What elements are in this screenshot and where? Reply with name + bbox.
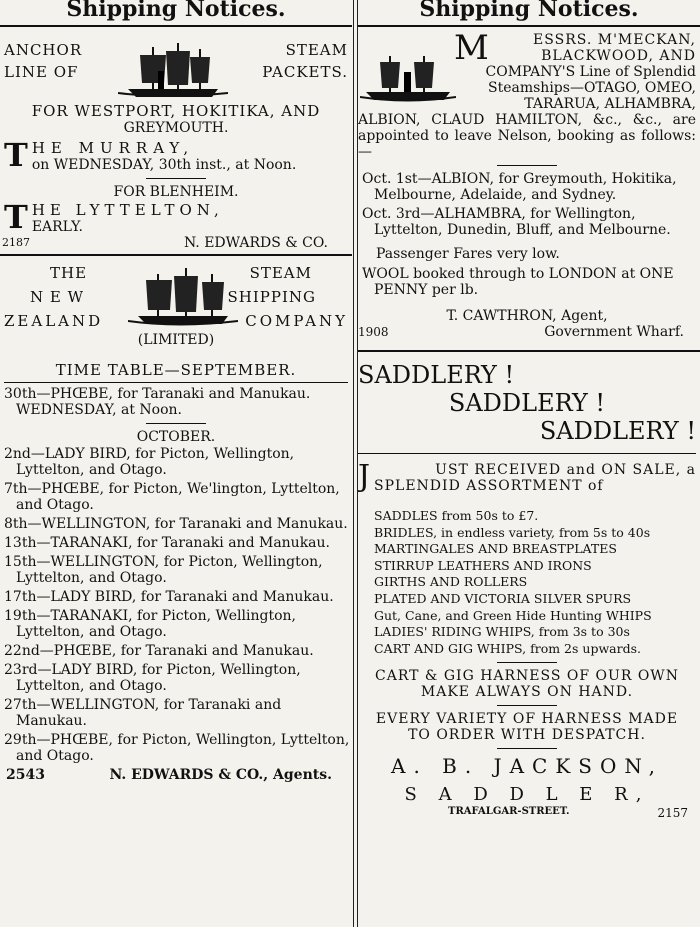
divider: [358, 25, 700, 27]
wool-notice: WOOL booked through to LONDON at ONE PENNY per lb.: [362, 266, 674, 298]
column-rule: [353, 0, 354, 927]
nz-title-3-right: COMPANY: [245, 312, 348, 330]
ad-number: 2187: [2, 236, 30, 249]
steamship-icon: [128, 266, 238, 328]
timetable-entry: 7th—PHŒBE, for Picton, We'lington, Lyttelton, and Otago.: [4, 481, 340, 513]
saddlery-ad: [358, 355, 700, 820]
nz-title-1-right: STEAM: [249, 264, 312, 282]
harness-line-1: CART & GIG HARNESS OF OUR OWN: [375, 668, 679, 685]
every-variety-line-2: TO ORDER WITH DESPATCH.: [408, 727, 646, 744]
anchor-route-2: GREYMOUTH.: [123, 120, 229, 136]
proprietor-name: A. B. JACKSON,: [391, 754, 663, 779]
harness-line-2: MAKE ALWAYS ON HAND.: [420, 684, 634, 701]
saddlery-item: BRIDLES, in endless variety, from 5s to 40s: [374, 524, 651, 540]
nz-title-2-right: SHIPPING: [227, 288, 316, 306]
divider: [4, 382, 348, 383]
nz-october: OCTOBER.: [136, 429, 216, 445]
timetable-entry: 17th—LADY BIRD, for Taranaki and Manukau.: [4, 589, 334, 605]
proprietor-trade: S A D D L E R,: [404, 784, 650, 806]
short-rule: [146, 178, 206, 179]
nz-title-2-left: N E W: [30, 288, 85, 306]
anchor-title-right-2: PACKETS.: [262, 63, 348, 81]
timetable-entry: 23rd—LADY BIRD, for Picton, Wellington, Lyttelton, and Otago.: [4, 662, 301, 694]
saddlery-intro-2: SPLENDID ASSORTMENT of: [374, 478, 604, 494]
saddlery-item: Gut, Cane, and Green Hide Hunting WHIPS: [374, 607, 652, 623]
blackwood-line-4: Steamships—OTAGO, OMEO,: [488, 80, 696, 96]
saddlery-heading-3: SADDLERY !: [539, 417, 696, 445]
drop-cap: M: [454, 32, 489, 64]
nz-limited: (LIMITED): [137, 332, 215, 348]
nz-shipping-ad: [0, 264, 352, 783]
drop-cap: J: [358, 462, 371, 494]
blackwood-line-3: COMPANY'S Line of Splendid: [485, 64, 696, 80]
saddlery-item: CART AND GIG WHIPS, from 2s upwards.: [374, 640, 641, 656]
blackwood-line-2: BLACKWOOD, AND: [541, 48, 696, 64]
anchor-route-1: FOR WESTPORT, HOKITIKA, AND: [31, 102, 321, 120]
timetable-entry: 2nd—LADY BIRD, for Picton, Wellington, Lyttelton, and Otago.: [4, 446, 295, 478]
agent: N. EDWARDS & CO., Agents.: [109, 767, 332, 783]
timetable-entry: 22nd—PHŒBE, for Taranaki and Manukau.: [4, 643, 314, 659]
blackwood-line-6: ALBION, CLAUD HAMILTON, &c., &c., are appointed to leave Nelson, booking as follows:—: [358, 112, 696, 160]
saddlery-item: SADDLES from 50s to £7.: [374, 508, 539, 523]
saddlery-item: MARTINGALES AND BREASTPLATES: [374, 541, 617, 557]
anchor-title-left-1: ANCHOR: [4, 41, 83, 59]
blackwood-line-5: TARARUA, ALHAMBRA,: [524, 96, 696, 112]
saddlery-item: GIRTHS AND ROLLERS: [374, 574, 528, 590]
short-rule: [497, 705, 557, 706]
ad-number: 2543: [6, 767, 45, 783]
blackwood-ad: [358, 30, 700, 340]
timetable-entry: 27th—WELLINGTON, for Taranaki and Manukau.: [4, 697, 282, 729]
timetable-entry: 8th—WELLINGTON, for Taranaki and Manukau.: [4, 516, 348, 532]
sailing-entry: Oct. 1st—ALBION, for Greymouth, Hokitika, Melbourne, Adelaide, and Sydney.: [362, 171, 677, 203]
timetable-entry: 15th—WELLINGTON, for Picton, Wellington, Lyttelton, and Otago.: [4, 554, 323, 586]
anchor-blenheim: FOR BLENHEIM.: [113, 184, 239, 200]
right-header: Shipping Notices.: [419, 0, 639, 22]
divider: [0, 25, 352, 27]
fares: Passenger Fares very low.: [376, 246, 560, 262]
ad-number: 2157: [657, 806, 688, 821]
divider: [0, 254, 352, 256]
anchor-ship-2-sail: EARLY.: [31, 219, 83, 235]
nz-title-3-left: ZEALAND: [4, 312, 104, 330]
saddlery-heading-2: SADDLERY !: [448, 389, 606, 417]
steamship-icon: [360, 48, 456, 104]
anchor-ship-1: HE MURRAY,: [31, 139, 195, 157]
agent: N. EDWARDS & CO.: [183, 235, 328, 251]
anchor-title-left-2: LINE OF: [4, 63, 79, 81]
nz-timetable: TIME TABLE—SEPTEMBER.: [55, 361, 297, 379]
saddlery-heading-1: SADDLERY !: [358, 361, 515, 389]
divider: [358, 350, 700, 352]
every-variety-line-1: EVERY VARIETY OF HARNESS MADE: [375, 711, 679, 728]
anchor-title-right-1: STEAM: [285, 41, 348, 59]
short-rule: [497, 748, 557, 749]
saddlery-item: LADIES' RIDING WHIPS, from 3s to 30s: [374, 624, 630, 640]
timetable-entry: 19th—TARANAKI, for Picton, Wellington, Lyttelton, and Otago.: [4, 608, 296, 640]
drop-cap: T: [4, 200, 28, 235]
nz-title-1-left: THE: [50, 264, 88, 282]
sailing-entry: Oct. 3rd—ALHAMBRA, for Wellington, Lyttelton, Dunedin, Bluff, and Melbourne.: [362, 206, 671, 238]
saddlery-item: STIRRUP LEATHERS AND IRONS: [374, 557, 592, 573]
street: TRAFALGAR-STREET.: [448, 806, 570, 818]
blackwood-line-1: ESSRS. M'MECKAN,: [533, 32, 696, 48]
blackwood-agent: T. CAWTHRON, Agent,: [446, 308, 608, 324]
short-rule: [497, 165, 557, 166]
left-header: Shipping Notices.: [66, 0, 286, 22]
anchor-ship-2: HE LYTTELTON,: [31, 201, 224, 219]
wharf: Government Wharf.: [544, 324, 684, 340]
ad-number: 1908: [358, 325, 389, 339]
short-rule: [497, 662, 557, 663]
anchor-line-ad: [0, 41, 352, 251]
short-rule: [146, 423, 206, 424]
divider: [358, 453, 696, 454]
drop-cap: T: [4, 136, 28, 173]
anchor-ship-1-sail: on WEDNESDAY, 30th inst., at Noon.: [31, 157, 297, 173]
saddlery-intro-1: UST RECEIVED and ON SALE, a: [435, 462, 696, 478]
right-column: [358, 0, 700, 927]
saddlery-item: PLATED AND VICTORIA SILVER SPURS: [374, 590, 632, 606]
timetable-entry: 13th—TARANAKI, for Taranaki and Manukau.: [4, 535, 330, 551]
timetable-entry: 29th—PHŒBE, for Picton, Wellington, Lyttelton, and Otago.: [4, 732, 350, 764]
nz-sept-entry: 30th—PHŒBE, for Taranaki and Manukau. WEDNESDAY, at Noon.: [4, 386, 311, 418]
steamship-icon: [118, 41, 228, 99]
